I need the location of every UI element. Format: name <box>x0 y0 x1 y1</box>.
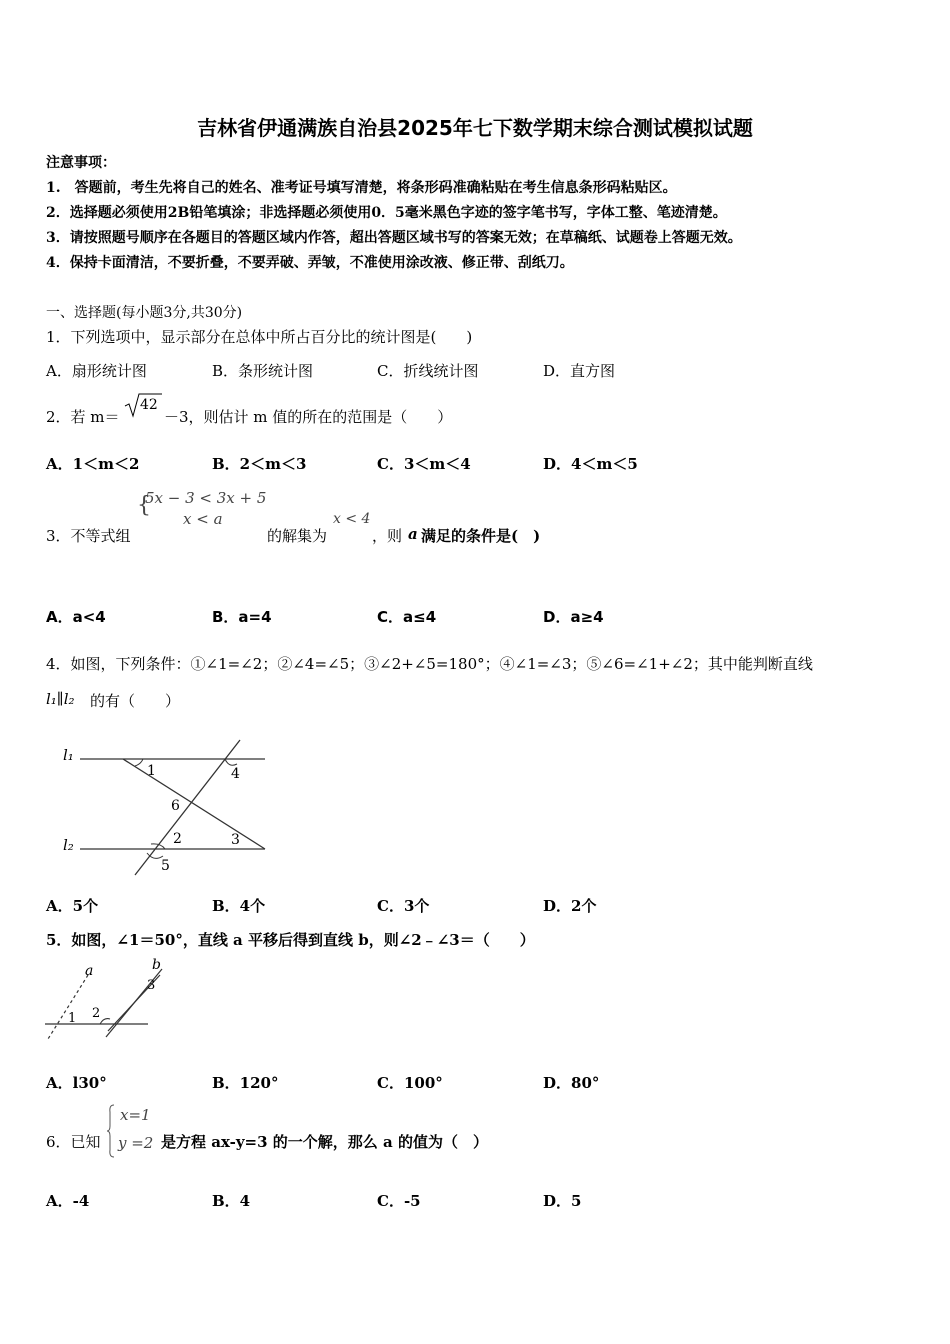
parallel-notation: l₁∥l₂ <box>46 690 75 708</box>
angle-4-label: 4 <box>231 766 240 782</box>
angle-5-label: 5 <box>161 858 170 874</box>
notice-heading: 注意事项： <box>46 155 116 171</box>
system6-line-1: x=1 <box>120 1106 151 1124</box>
notice-item-2: 2．选择题必须使用2B铅笔填涂；非选择题必须使用0．5毫米黑色字迹的签字笔书写，字体工整、笔迹清楚。 <box>46 205 727 221</box>
q2-option-c: C．3＜m＜4 <box>377 455 471 473</box>
q5-figure <box>40 955 160 1045</box>
solution-set: x < 4 <box>333 511 371 527</box>
page-title: 吉林省伊通满族自治县2025年七下数学期末综合测试模拟试题 <box>197 116 753 140</box>
q1-option-a: A．扇形统计图 <box>46 362 147 380</box>
question-2-stem-a: 2．若 m＝ <box>46 408 120 426</box>
label-a: a <box>85 963 94 979</box>
q4-option-c: C．3个 <box>377 897 430 915</box>
q2-option-d: D．4＜m＜5 <box>543 455 638 473</box>
label-l1: l₁ <box>63 746 74 764</box>
section-heading: 一、选择题(每小题3分,共30分) <box>46 305 243 321</box>
q2-option-a: A．1＜m＜2 <box>46 455 140 473</box>
variable-a: a <box>408 525 418 543</box>
q6-option-d: D．5 <box>543 1192 582 1210</box>
angle-3-label: 3 <box>231 832 240 848</box>
question-1-stem: 1．下列选项中，显示部分在总体中所占百分比的统计图是( ) <box>46 328 473 346</box>
q4-figure <box>55 740 275 880</box>
notice-item-1: 1. 答题前，考生先将自己的姓名、准考证号填写清楚，将条形码准确粘贴在考生信息条形码粘贴区。 <box>46 180 677 196</box>
question-6-stem-b: 是方程 ax-y=3 的一个解，那么 a 的值为（ ） <box>161 1133 488 1151</box>
question-3-stem-c: ，则 <box>372 527 403 545</box>
question-3-stem-d: 满足的条件是( ) <box>421 527 541 545</box>
q5-option-b: B．120° <box>212 1074 279 1092</box>
system-brace: { <box>137 493 151 518</box>
system-line-1: 5x − 3 < 3x + 5 <box>145 489 267 507</box>
q5-option-a: A．l30° <box>46 1074 107 1092</box>
q5-option-c: C．100° <box>377 1074 443 1092</box>
q3-option-b: B．a=4 <box>212 608 272 626</box>
q5-option-d: D．80° <box>543 1074 600 1092</box>
system6-line-2: y =2 <box>118 1134 154 1152</box>
q3-option-c: C．a≤4 <box>377 608 437 626</box>
question-4-stem: 4．如图，下列条件：①∠1=∠2；②∠4=∠5；③∠2+∠5=180°；④∠1=∠3；⑤∠6=∠1+∠2；其中能判断直线 <box>46 655 813 673</box>
system-brace-6 <box>106 1104 116 1158</box>
question-5-stem: 5．如图，∠1＝50°，直线 a 平移后得到直线 b，则∠2﹣∠3＝（ ） <box>46 931 535 949</box>
question-4-stem-2: 的有（ ） <box>90 692 181 710</box>
question-3-stem-b: 的解集为 <box>267 527 328 545</box>
q2-option-b: B．2＜m＜3 <box>212 455 307 473</box>
label-b: b <box>152 957 161 973</box>
angle-2-label: 2 <box>173 831 182 847</box>
q6-option-c: C．-5 <box>377 1192 421 1210</box>
notice-item-3: 3．请按照题号顺序在各题目的答题区域内作答，超出答题区域书写的答案无效；在草稿纸、试题卷上答题无效。 <box>46 230 742 246</box>
notice-item-4: 4．保持卡面清洁，不要折叠，不要弄破、弄皱，不准使用涂改液、修正带、刮纸刀。 <box>46 255 574 271</box>
angle-1-label: 1 <box>147 763 156 779</box>
system-line-2: x < a <box>183 510 223 528</box>
q1-option-c: C．折线统计图 <box>377 362 479 380</box>
q1-option-d: D．直方图 <box>543 362 616 380</box>
angle-6-label: 6 <box>171 798 180 814</box>
q4-option-d: D．2个 <box>543 897 597 915</box>
angle-3-label: 3 <box>147 978 156 993</box>
q6-option-b: B．4 <box>212 1192 251 1210</box>
q6-option-a: A．-4 <box>46 1192 90 1210</box>
question-6-stem-a: 6．已知 <box>46 1133 101 1151</box>
angle-2-label: 2 <box>92 1006 101 1021</box>
q4-option-a: A．5个 <box>46 897 99 915</box>
q1-option-b: B．条形统计图 <box>212 362 314 380</box>
question-3-stem-a: 3．不等式组 <box>46 527 131 545</box>
sqrt-radicand: 42 <box>140 397 158 413</box>
q3-option-d: D．a≥4 <box>543 608 604 626</box>
angle-1-label: 1 <box>68 1011 77 1026</box>
label-l2: l₂ <box>63 836 74 854</box>
q3-option-a: A．a<4 <box>46 608 106 626</box>
q4-option-b: B．4个 <box>212 897 266 915</box>
question-2-stem-b: －3，则估计 m 值的所在的范围是（ ） <box>164 408 453 426</box>
